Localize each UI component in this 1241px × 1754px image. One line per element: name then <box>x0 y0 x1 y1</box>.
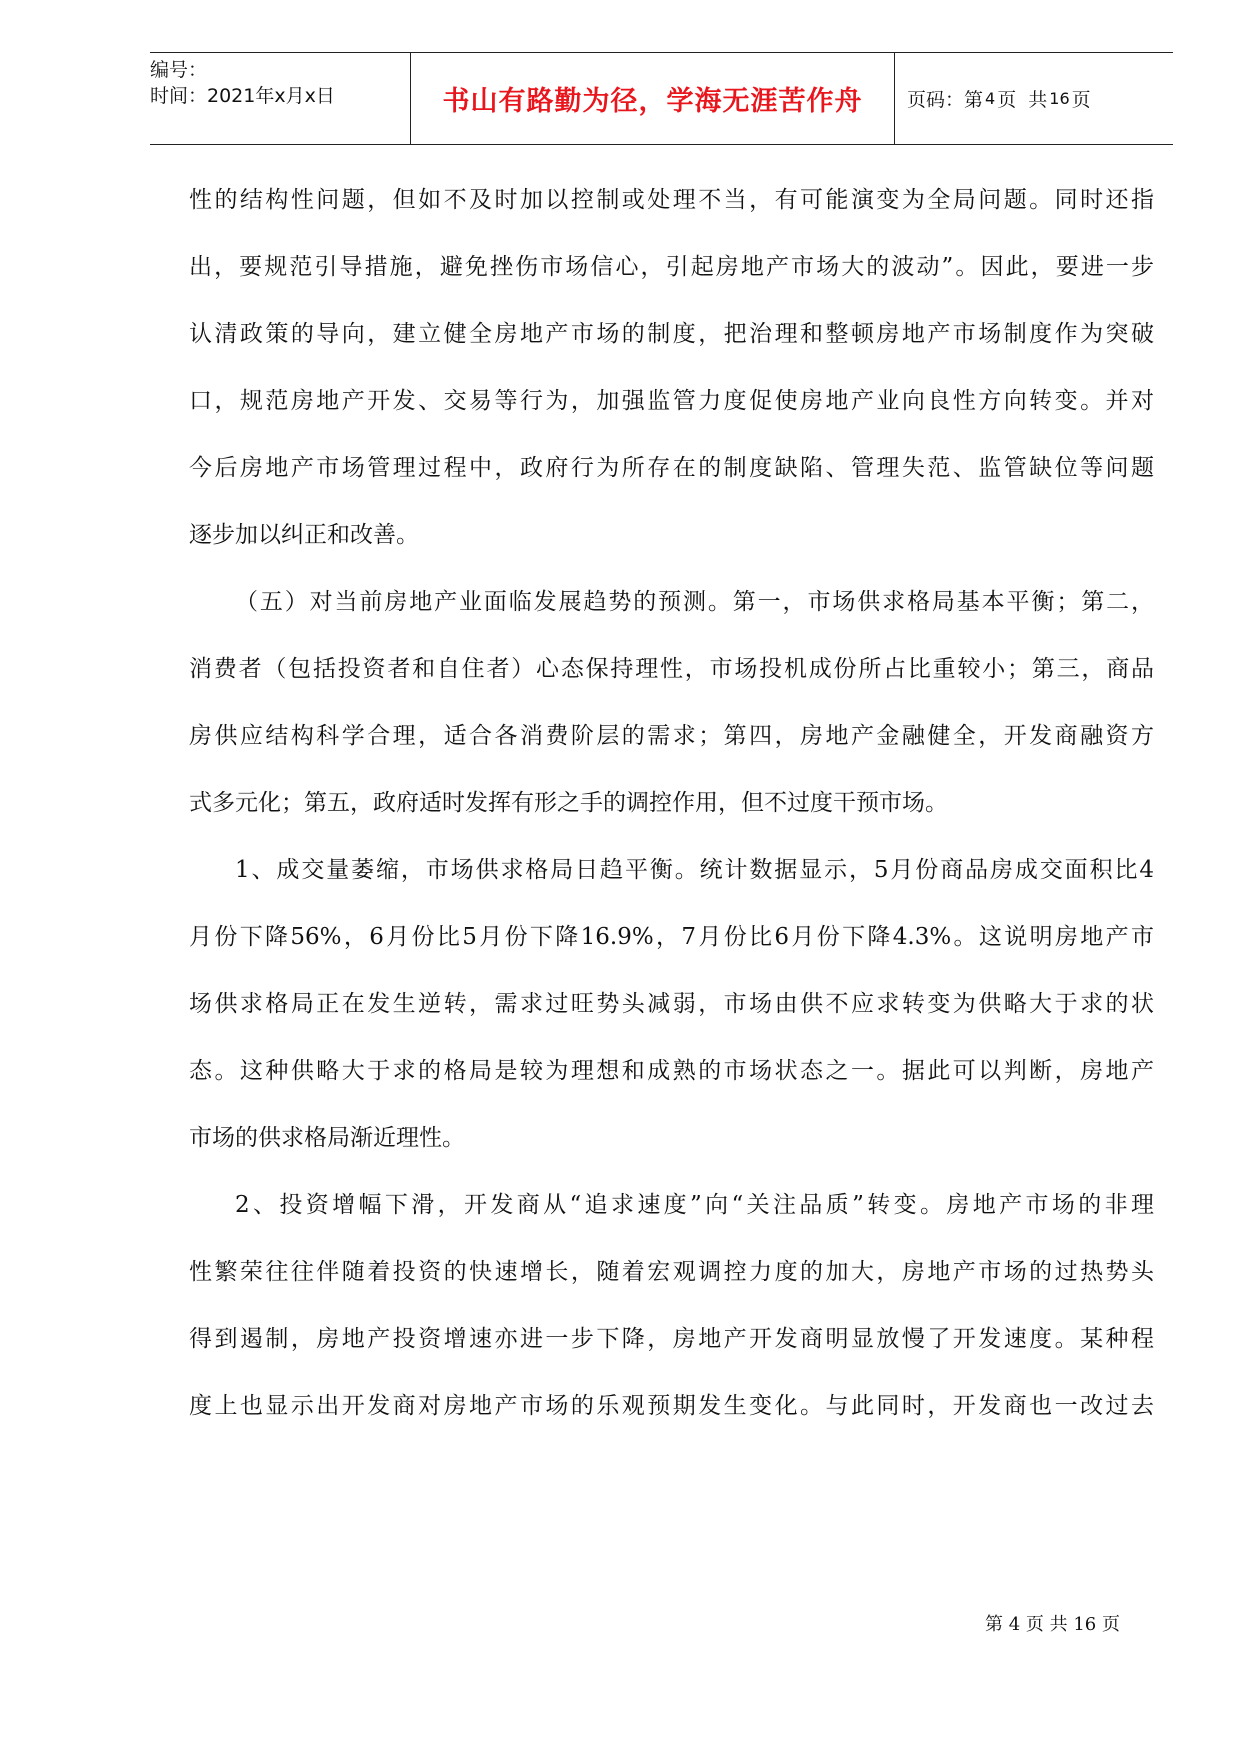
body-line: 逐步加以纠正和改善。 <box>189 522 419 548</box>
header-motto: 书山有路勤为径，学海无涯苦作舟 <box>442 86 863 117</box>
header-page-number <box>895 53 1173 144</box>
page-label-suffix: 页 <box>1071 89 1091 111</box>
page-footer: 第 4 页 共 16 页 <box>985 1614 1120 1635</box>
body-line: 房供应结构科学合理，适合各消费阶层的需求；第四，房地产金融健全，开发商融资方 <box>189 723 1154 749</box>
body-line: 消费者（包括投资者和自住者）心态保持理性，市场投机成份所占比重较小；第三，商品 <box>189 656 1154 682</box>
paragraph-first-line: （五）对当前房地产业面临发展趋势的预测。第一，市场供求格局基本平衡；第二， <box>235 589 1154 615</box>
time-label: 时间：2021年x月x日 <box>150 85 335 107</box>
header-motto-cell <box>411 53 895 144</box>
page-total: 16 <box>1049 89 1070 108</box>
body-line: 场供求格局正在发生逆转，需求过旺势头减弱，市场由供不应求转变为供略大于求的状 <box>189 991 1154 1017</box>
body-line: 今后房地产市场管理过程中，政府行为所存在的制度缺陷、管理失范、监管缺位等问题 <box>189 455 1154 481</box>
body-line: 出，要规范引导措施，避免挫伤市场信心，引起房地产市场大的波动”。因此，要进一步 <box>189 254 1154 280</box>
page-header <box>150 52 1173 145</box>
body-line: 度上也显示出开发商对房地产市场的乐观预期发生变化。与此同时，开发商也一改过去 <box>189 1393 1154 1419</box>
header-meta <box>150 53 411 144</box>
body-line: 态。这种供略大于求的格局是较为理想和成熟的市场状态之一。据此可以判断，房地产 <box>189 1058 1154 1084</box>
body-line: 式多元化；第五，政府适时发挥有形之手的调控作用，但不过度干预市场。 <box>189 790 948 816</box>
page-label-mid: 页 共 <box>997 89 1048 111</box>
body-line: 月份下降56%，6月份比5月份下降16.9%，7月份比6月份下降4.3%。这说明房地产市 <box>189 924 1154 950</box>
body-line: 得到遏制，房地产投资增速亦进一步下降，房地产开发商明显放慢了开发速度。某种程 <box>189 1326 1154 1352</box>
page-current: 4 <box>985 89 996 108</box>
body-line: 性繁荣往往伴随着投资的快速增长，随着宏观调控力度的加大，房地产市场的过热势头 <box>189 1259 1154 1285</box>
body-line: 认清政策的导向，建立健全房地产市场的制度，把治理和整顿房地产市场制度作为突破 <box>189 321 1154 347</box>
body-line: 市场的供求格局渐近理性。 <box>189 1125 465 1151</box>
body-line: 口，规范房地产开发、交易等行为，加强监管力度促使房地产业向良性方向转变。并对 <box>189 388 1154 414</box>
body-line: 性的结构性问题，但如不及时加以控制或处理不当，有可能演变为全局问题。同时还指 <box>189 187 1154 213</box>
paragraph-first-line: 1、成交量萎缩，市场供求格局日趋平衡。统计数据显示，5月份商品房成交面积比4 <box>235 857 1154 883</box>
page-label-prefix: 页码：第 <box>907 89 984 111</box>
paragraph-first-line: 2、投资增幅下滑，开发商从“追求速度”向“关注品质”转变。房地产市场的非理 <box>235 1192 1154 1218</box>
serial-label: 编号： <box>150 59 208 81</box>
